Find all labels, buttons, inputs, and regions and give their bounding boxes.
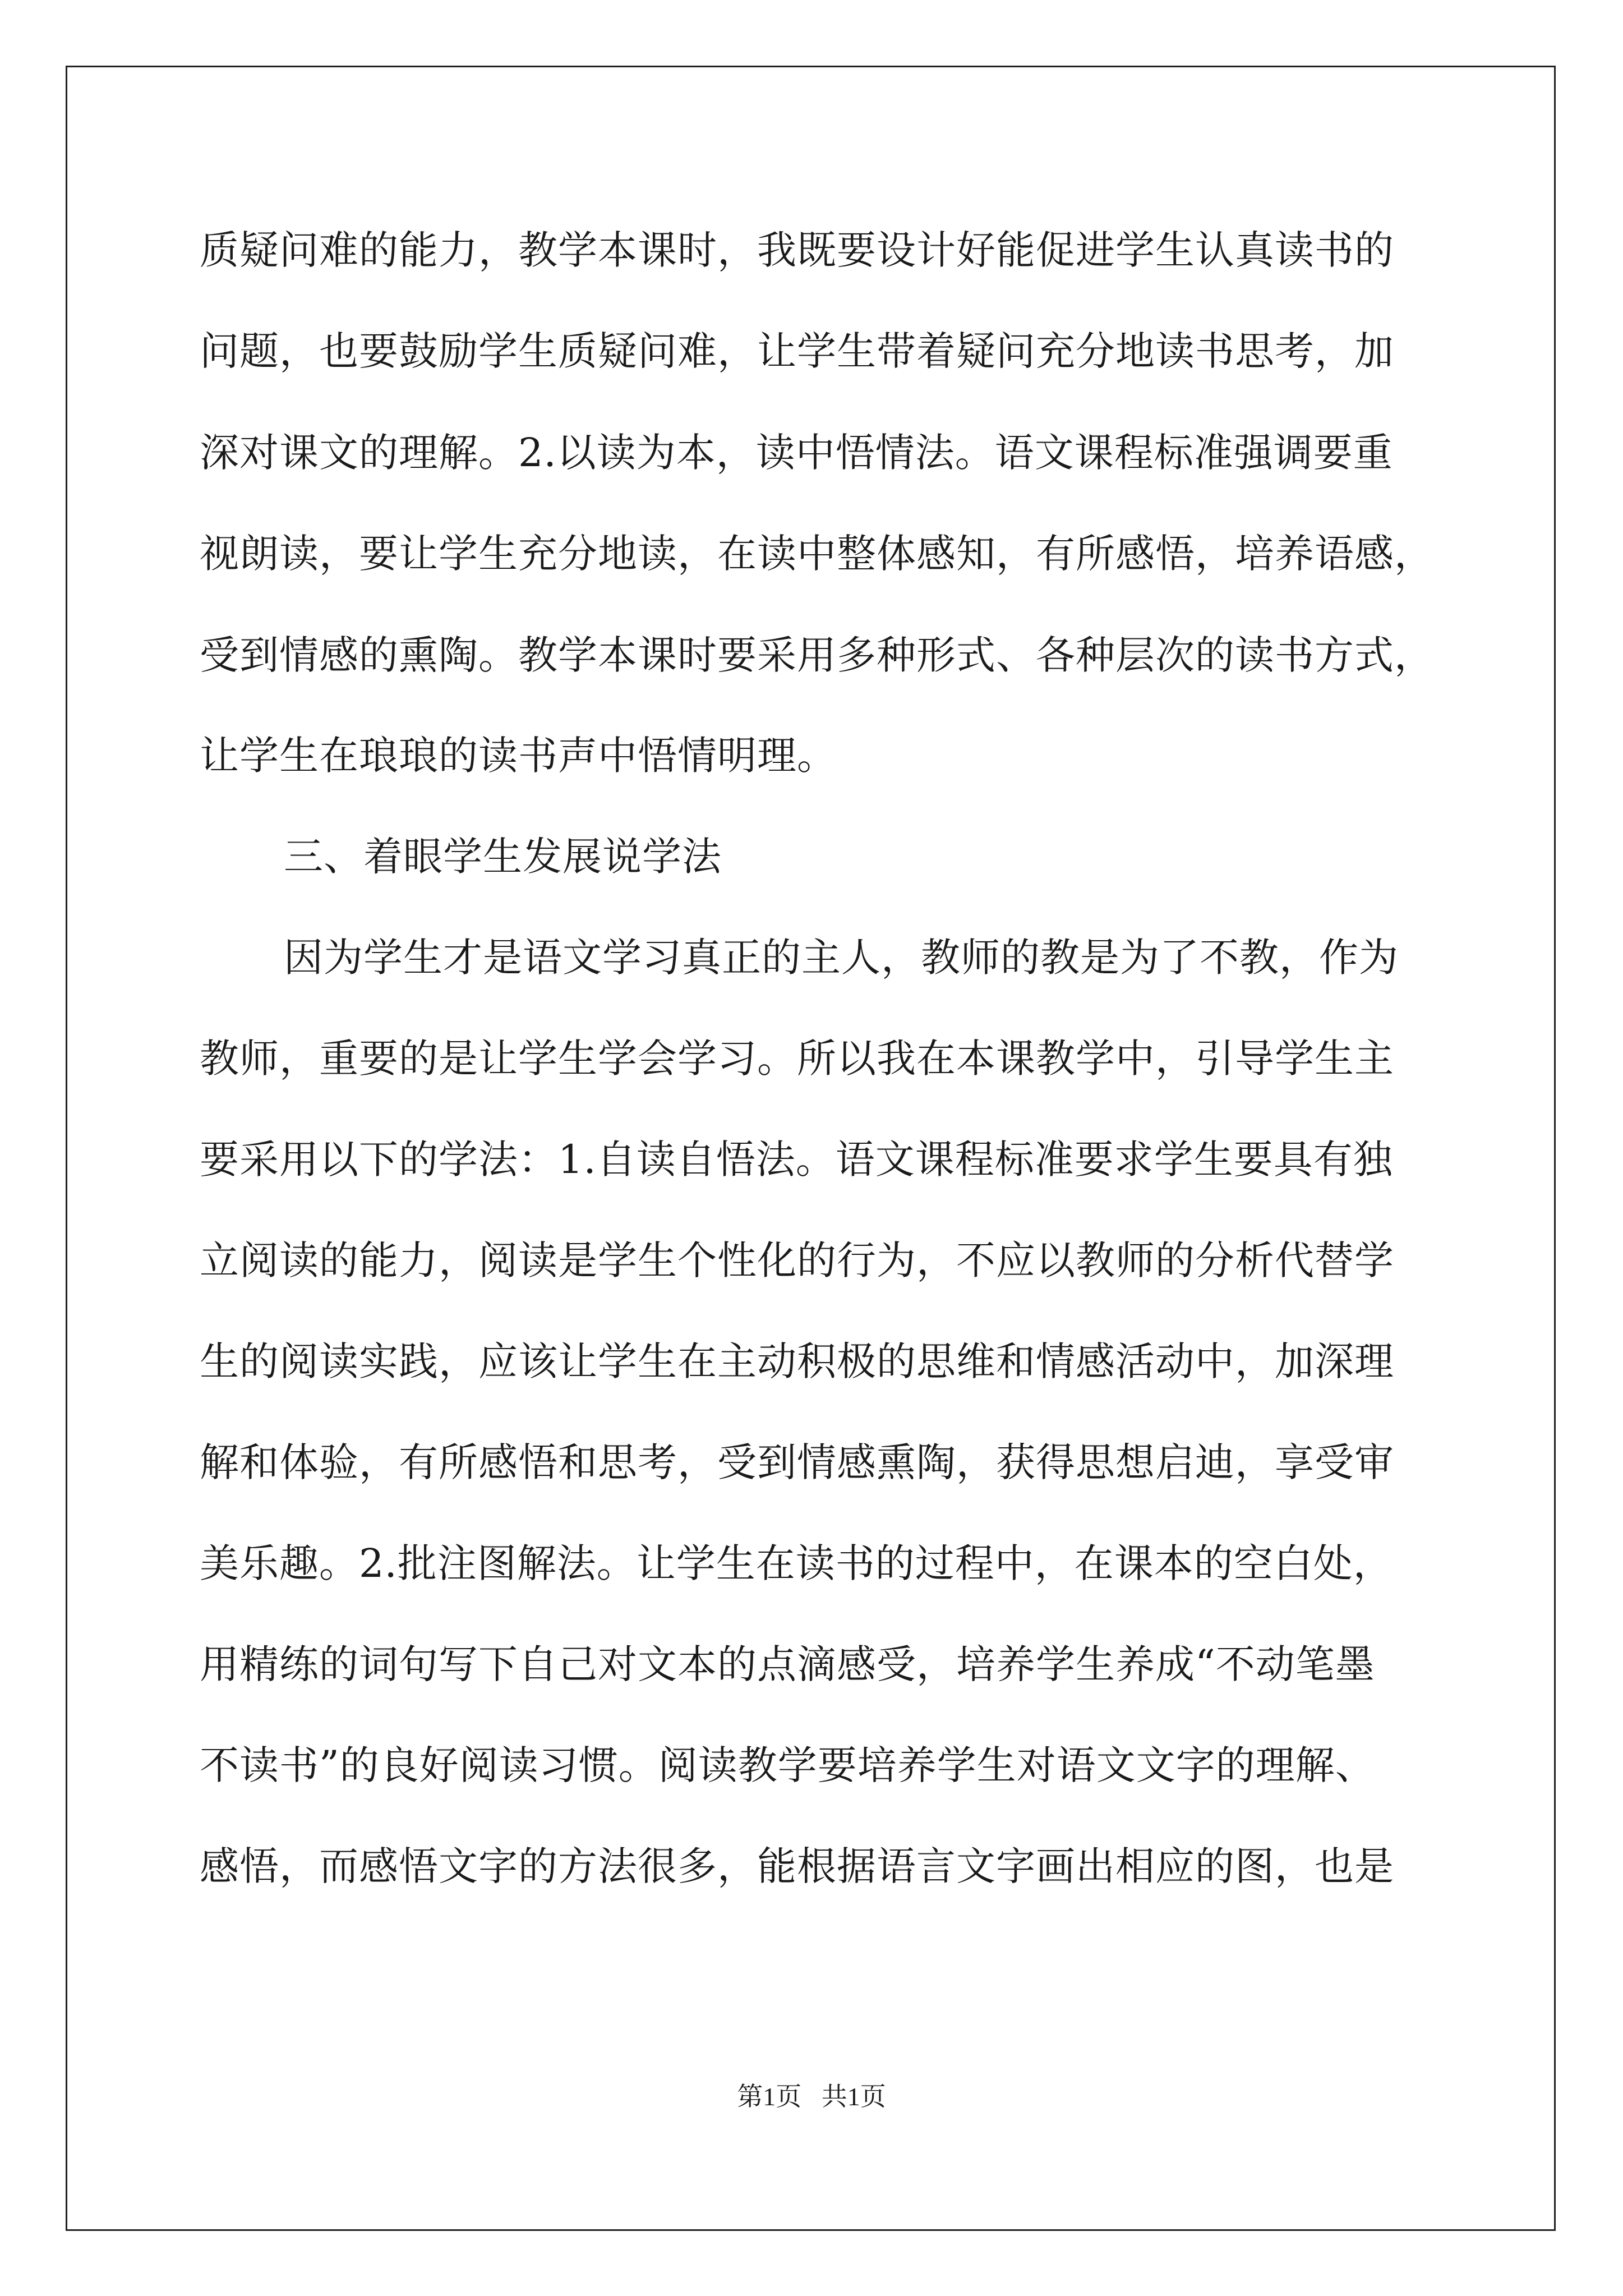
body-line: 感悟，而感悟文字的方法很多，能根据语言文字画出相应的图，也是	[200, 1843, 1394, 1889]
page-number: 第1页	[737, 2082, 802, 2111]
section-heading: 三、着眼学生发展说学法	[284, 834, 722, 880]
page-footer	[0, 2080, 1623, 2114]
body-line: 视朗读，要让学生充分地读，在读中整体感知，有所感悟，培养语感，	[200, 531, 1434, 577]
body-line: 立阅读的能力，阅读是学生个性化的行为，不应以教师的分析代替学	[200, 1237, 1394, 1283]
body-line: 受到情感的熏陶。教学本课时要采用多种形式、各种层次的读书方式，	[200, 632, 1434, 678]
body-line: 生的阅读实践，应该让学生在主动积极的思维和情感活动中，加深理	[200, 1338, 1394, 1384]
body-line: 因为学生才是语文学习真正的主人，教师的教是为了不教，作为	[284, 935, 1399, 981]
body-line: 美乐趣。2.批注图解法。让学生在读书的过程中，在课本的空白处，	[200, 1540, 1393, 1586]
body-line: 要采用以下的学法：1.自读自悟法。语文课程标准要求学生要具有独	[200, 1137, 1393, 1182]
body-line: 深对课文的理解。2.以读为本，读中悟情法。语文课程标准强调要重	[200, 430, 1393, 476]
body-line: 不读书”的良好阅读习惯。阅读教学要培养学生对语文文字的理解、	[200, 1742, 1375, 1788]
body-line: 问题，也要鼓励学生质疑问难，让学生带着疑问充分地读书思考，加	[200, 328, 1394, 374]
body-line: 解和体验，有所感悟和思考，受到情感熏陶，获得思想启迪，享受审	[200, 1439, 1394, 1485]
body-line: 用精练的词句写下自己对文本的点滴感受，培养学生养成“不动笔墨	[200, 1641, 1375, 1687]
body-line: 质疑问难的能力，教学本课时，我既要设计好能促进学生认真读书的	[200, 227, 1394, 273]
page-total: 共1页	[821, 2082, 886, 2111]
body-line: 教师，重要的是让学生学会学习。所以我在本课教学中，引导学生主	[200, 1036, 1394, 1082]
body-line: 让学生在琅琅的读书声中悟情明理。	[200, 733, 837, 779]
